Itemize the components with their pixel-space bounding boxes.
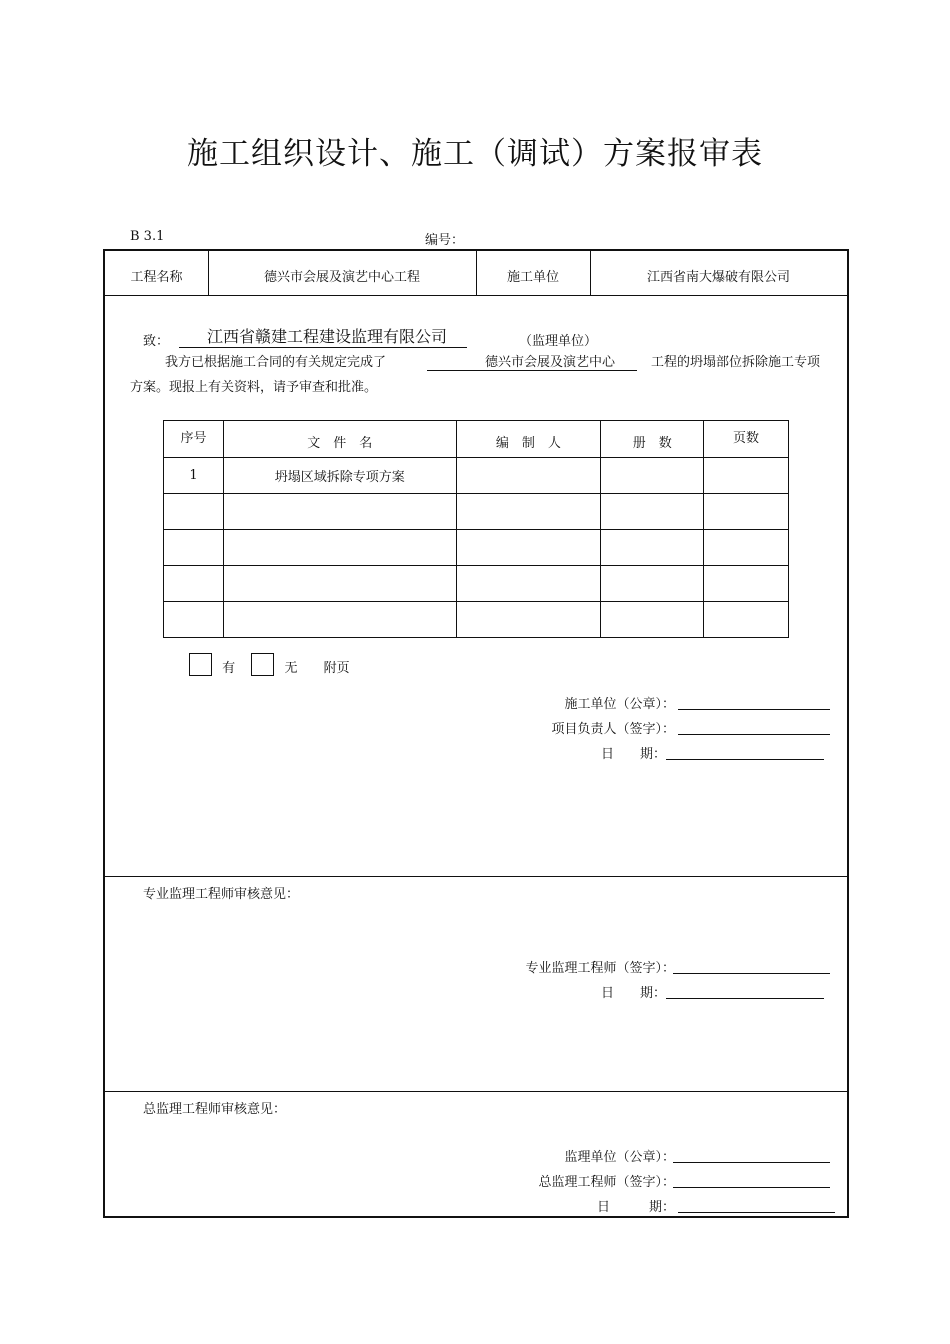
table-row bbox=[164, 458, 789, 494]
table-cell bbox=[704, 602, 789, 638]
to-label: 致： bbox=[143, 334, 170, 349]
supervisor-company-text: 江西省赣建工程建设监理有限公司 bbox=[179, 324, 467, 348]
chief-engineer-sign-line bbox=[673, 1187, 830, 1188]
table-header-row bbox=[164, 421, 789, 458]
chief-date-label: 日 期： bbox=[596, 1200, 675, 1215]
spec-review-label: 专业监理工程师审核意见： bbox=[143, 887, 300, 902]
form-frame bbox=[103, 249, 849, 1218]
spec-engineer-sign-line bbox=[673, 973, 830, 974]
body-line2: 方案。现报上有关资料，请予审查和批准。 bbox=[130, 380, 378, 395]
table-cell bbox=[164, 566, 224, 602]
table-header-cell: 册 数 bbox=[601, 421, 704, 458]
chief-date-line bbox=[678, 1212, 835, 1213]
table-cell bbox=[456, 530, 601, 566]
table-cell bbox=[601, 602, 704, 638]
project-manager-sign-label: 项目负责人（签字）： bbox=[551, 722, 675, 737]
supervisor-company bbox=[179, 324, 467, 348]
table-cell bbox=[601, 566, 704, 602]
contractor-value: 江西省南大爆破有限公司 bbox=[646, 270, 790, 285]
contractor-seal-label: 施工单位（公章）： bbox=[564, 697, 675, 712]
table-header-cell: 页数 bbox=[704, 421, 789, 458]
divider bbox=[105, 876, 847, 877]
body-line1-project: 德兴市会展及演艺中心 bbox=[427, 351, 637, 371]
table-cell: 1 bbox=[164, 458, 224, 494]
attach-yes-label: 有 bbox=[222, 661, 236, 676]
project-manager-sign-line bbox=[678, 734, 830, 735]
table-cell: 坍塌区域拆除专项方案 bbox=[223, 458, 456, 494]
contractor-label: 施工单位 bbox=[506, 270, 559, 285]
table-cell bbox=[456, 602, 601, 638]
table-cell bbox=[456, 458, 601, 494]
spec-date-label: 日 期： bbox=[600, 986, 666, 1001]
contractor-date-line bbox=[666, 759, 824, 760]
form-code: B 3.1 bbox=[130, 229, 165, 244]
table-cell bbox=[704, 458, 789, 494]
attach-no-label: 无 bbox=[284, 661, 298, 676]
contractor-date-label: 日 期： bbox=[600, 747, 666, 762]
table-header-cell: 文 件 名 bbox=[223, 421, 456, 458]
table-row bbox=[164, 530, 789, 566]
table-cell bbox=[223, 602, 456, 638]
page-title: 施工组织设计、施工（调试）方案报审表 bbox=[187, 136, 763, 172]
chief-engineer-sign-label: 总监理工程师（签字）： bbox=[538, 1175, 675, 1190]
table-row bbox=[164, 494, 789, 530]
table-header-cell: 编 制 人 bbox=[456, 421, 601, 458]
table-header-cell: 序号 bbox=[164, 421, 224, 458]
chief-unit-seal-label: 监理单位（公章）： bbox=[564, 1150, 675, 1165]
table-cell bbox=[704, 566, 789, 602]
attach-no-checkbox[interactable] bbox=[251, 653, 274, 676]
supervisor-suffix: （监理单位） bbox=[519, 334, 598, 349]
project-name-label: 工程名称 bbox=[130, 270, 183, 285]
spec-date-line bbox=[666, 998, 824, 999]
serial-label: 编号： bbox=[425, 233, 465, 248]
divider bbox=[105, 295, 847, 296]
project-name-value: 德兴市会展及演艺中心工程 bbox=[263, 270, 420, 285]
table-cell bbox=[164, 602, 224, 638]
spec-engineer-sign-label: 专业监理工程师（签字）： bbox=[525, 961, 675, 976]
attach-yes-checkbox[interactable] bbox=[189, 653, 212, 676]
body-line1-project-wrap bbox=[427, 351, 637, 371]
attachment-options bbox=[189, 653, 350, 676]
table-cell bbox=[223, 494, 456, 530]
chief-unit-seal-line bbox=[673, 1162, 830, 1163]
table-cell bbox=[601, 494, 704, 530]
chief-review-label: 总监理工程师审核意见： bbox=[143, 1102, 287, 1117]
body-line1 bbox=[165, 351, 386, 370]
table-cell bbox=[456, 494, 601, 530]
table-cell bbox=[601, 458, 704, 494]
table-cell bbox=[456, 566, 601, 602]
table-row bbox=[164, 566, 789, 602]
table-cell bbox=[164, 530, 224, 566]
table-cell bbox=[164, 494, 224, 530]
table-cell bbox=[704, 530, 789, 566]
table-cell bbox=[223, 566, 456, 602]
table-cell bbox=[601, 530, 704, 566]
body-line1-prefix: 我方已根据施工合同的有关规定完成了 bbox=[165, 355, 387, 370]
body-line1-suffix: 工程的坍塌部位拆除施工专项 bbox=[651, 355, 821, 370]
divider bbox=[105, 1091, 847, 1092]
table-row bbox=[164, 602, 789, 638]
contractor-seal-line bbox=[678, 709, 830, 710]
files-table bbox=[163, 420, 789, 638]
attach-page-label: 附页 bbox=[323, 661, 350, 676]
table-cell bbox=[704, 494, 789, 530]
table-cell bbox=[223, 530, 456, 566]
